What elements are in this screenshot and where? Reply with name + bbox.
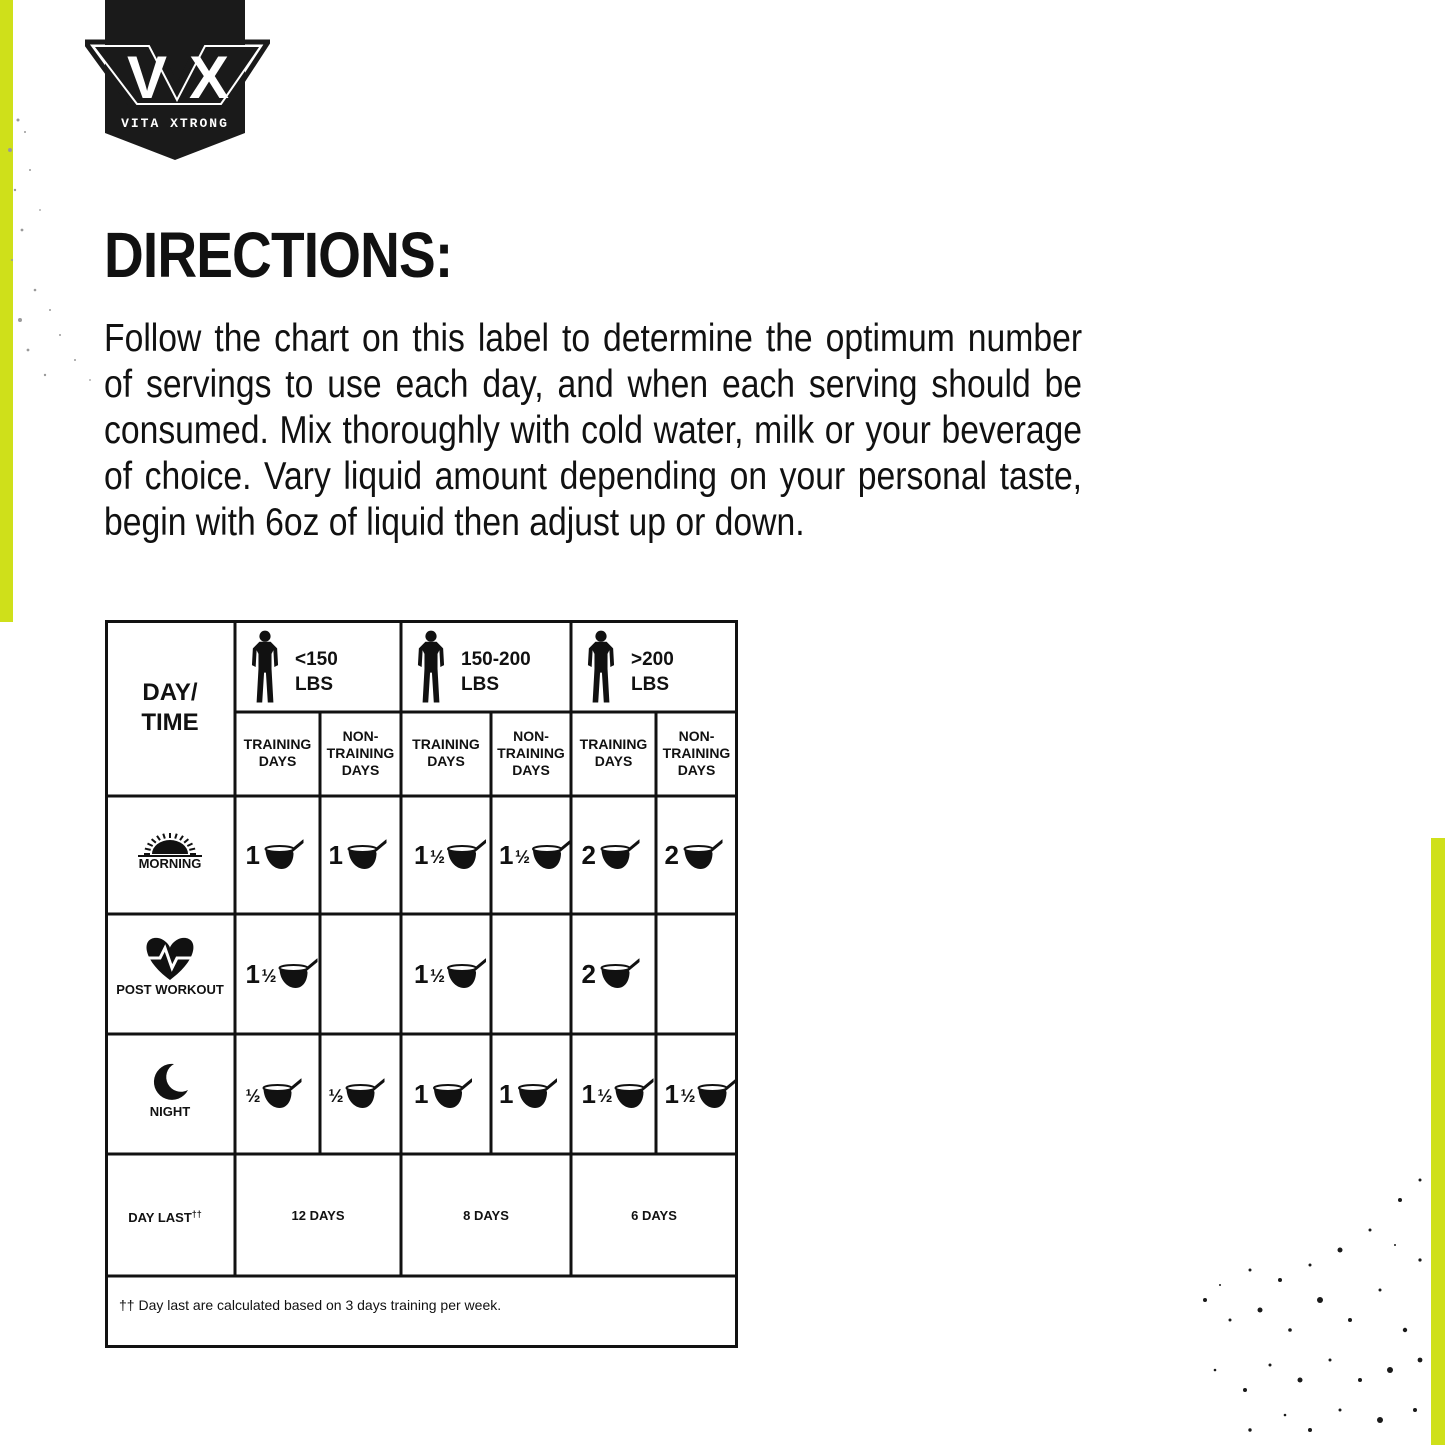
weight-group-unit: LBS — [631, 674, 669, 695]
dose-whole: 2 — [581, 959, 596, 989]
dose-whole: 1 — [414, 959, 429, 989]
day-last-value: 8 DAYS — [463, 1208, 509, 1223]
dose-cell — [665, 1079, 737, 1109]
dose-whole: 1 — [245, 959, 260, 989]
dose-whole: 1 — [414, 840, 429, 870]
dose-cell — [499, 840, 571, 870]
dose-whole: 1 — [245, 840, 260, 870]
dose-cell — [246, 959, 318, 989]
accent-bar-right — [1431, 838, 1445, 1445]
dose-fraction: ½ — [328, 1086, 344, 1106]
scoop-icon — [347, 1080, 385, 1108]
dose-cell — [414, 840, 486, 870]
dose-cell — [246, 840, 304, 870]
sub-header-label: NON- — [513, 728, 549, 744]
dose-fraction: ½ — [245, 1086, 261, 1106]
corner-label-time: TIME — [141, 709, 199, 736]
scoop-icon — [533, 841, 571, 869]
logo-letter-x: X — [188, 44, 230, 111]
dose-fraction: ½ — [430, 966, 446, 986]
dose-cell — [582, 1079, 654, 1109]
bodybuilder-icon — [252, 631, 278, 703]
dose-whole: 1 — [499, 1079, 514, 1109]
weight-group-unit: LBS — [295, 674, 333, 695]
logo-name: VITA XTRONG — [121, 116, 229, 131]
sub-header-label: TRAINING — [412, 736, 480, 752]
scoop-icon — [616, 1080, 654, 1108]
dose-fraction: ½ — [515, 847, 531, 867]
footnote-text: †† Day last are calculated based on 3 days training per week. — [119, 1297, 502, 1313]
dose-whole: 1 — [664, 1079, 679, 1109]
sub-header-label: TRAINING — [579, 736, 648, 752]
dose-whole: 2 — [581, 840, 596, 870]
bodybuilder-icon — [588, 631, 614, 703]
sub-header-label: DAYS — [512, 762, 550, 778]
scoop-icon — [602, 841, 640, 869]
bodybuilder-icon — [418, 631, 444, 703]
sunrise-icon — [138, 833, 202, 856]
day-last-value: 12 DAYS — [291, 1208, 345, 1223]
moon-icon — [154, 1064, 188, 1100]
sub-header-label: DAYS — [258, 753, 297, 769]
dose-whole: 2 — [664, 840, 679, 870]
dose-cell — [329, 840, 387, 870]
dose-whole: 1 — [499, 840, 514, 870]
scoop-icon — [280, 960, 318, 988]
sub-header-label: TRAINING — [497, 745, 565, 761]
scoop-icon — [264, 1080, 302, 1108]
dose-cell — [582, 959, 640, 989]
sub-header-label: NON- — [678, 728, 715, 744]
dose-cell — [499, 1079, 557, 1109]
sub-header-label: TRAINING — [662, 745, 731, 761]
scoop-icon — [434, 1080, 472, 1108]
directions-heading: DIRECTIONS: — [104, 219, 453, 291]
scoop-icon — [699, 1080, 737, 1108]
dose-fraction: ½ — [680, 1086, 696, 1106]
scoop-icon — [602, 960, 640, 988]
day-last-label: DAY LAST†† — [128, 1209, 202, 1225]
weight-group-label: <150 — [295, 649, 338, 670]
scoop-icon — [266, 841, 304, 869]
scoop-icon — [448, 960, 486, 988]
heartbeat-icon — [142, 938, 194, 980]
sub-header-label: DAYS — [341, 762, 380, 778]
directions-text: Follow the chart on this label to determine the optimum number of servings to use each day, and when each serving should be consumed. Mix thoroughly with cold water, milk or your beverage of choice. Vary liquid amount depending on your personal taste, begin with 6oz of liquid then adjust up or down. — [104, 317, 1083, 544]
sub-header-label: TRAINING — [243, 736, 312, 752]
sub-header-label: TRAINING — [326, 745, 395, 761]
corner-label-day: DAY/ — [142, 679, 198, 706]
vita-xtrong-logo — [85, 0, 270, 162]
sub-header-label: DAYS — [594, 753, 633, 769]
row-label-1: POST WORKOUT — [116, 982, 224, 997]
dose-whole: 1 — [328, 840, 343, 870]
scoop-icon — [349, 841, 387, 869]
dose-cell — [246, 1080, 302, 1108]
scoop-icon — [519, 1080, 557, 1108]
dose-fraction: ½ — [430, 847, 446, 867]
dose-cell — [665, 840, 723, 870]
dose-cell — [414, 1079, 472, 1109]
weight-group-unit: LBS — [461, 674, 499, 695]
dose-fraction: ½ — [597, 1086, 613, 1106]
row-label-0: MORNING — [138, 856, 202, 871]
weight-group-label: 150-200 — [461, 649, 531, 670]
scoop-icon — [685, 841, 723, 869]
dose-cell — [582, 840, 640, 870]
dose-whole: 1 — [414, 1079, 429, 1109]
sub-header-label: DAYS — [427, 753, 465, 769]
dose-fraction: ½ — [261, 966, 277, 986]
paint-splatter-right — [1190, 1170, 1430, 1445]
scoop-icon — [448, 841, 486, 869]
dosage-table — [105, 620, 739, 1348]
row-label-2: NIGHT — [149, 1104, 191, 1119]
weight-group-label: >200 — [631, 649, 674, 670]
day-last-value: 6 DAYS — [631, 1208, 677, 1223]
logo-letter-v: V — [126, 44, 168, 111]
sub-header-label: NON- — [342, 728, 379, 744]
dose-cell — [414, 959, 486, 989]
dose-whole: 1 — [581, 1079, 596, 1109]
dose-cell — [329, 1080, 385, 1108]
sub-header-label: DAYS — [677, 762, 716, 778]
